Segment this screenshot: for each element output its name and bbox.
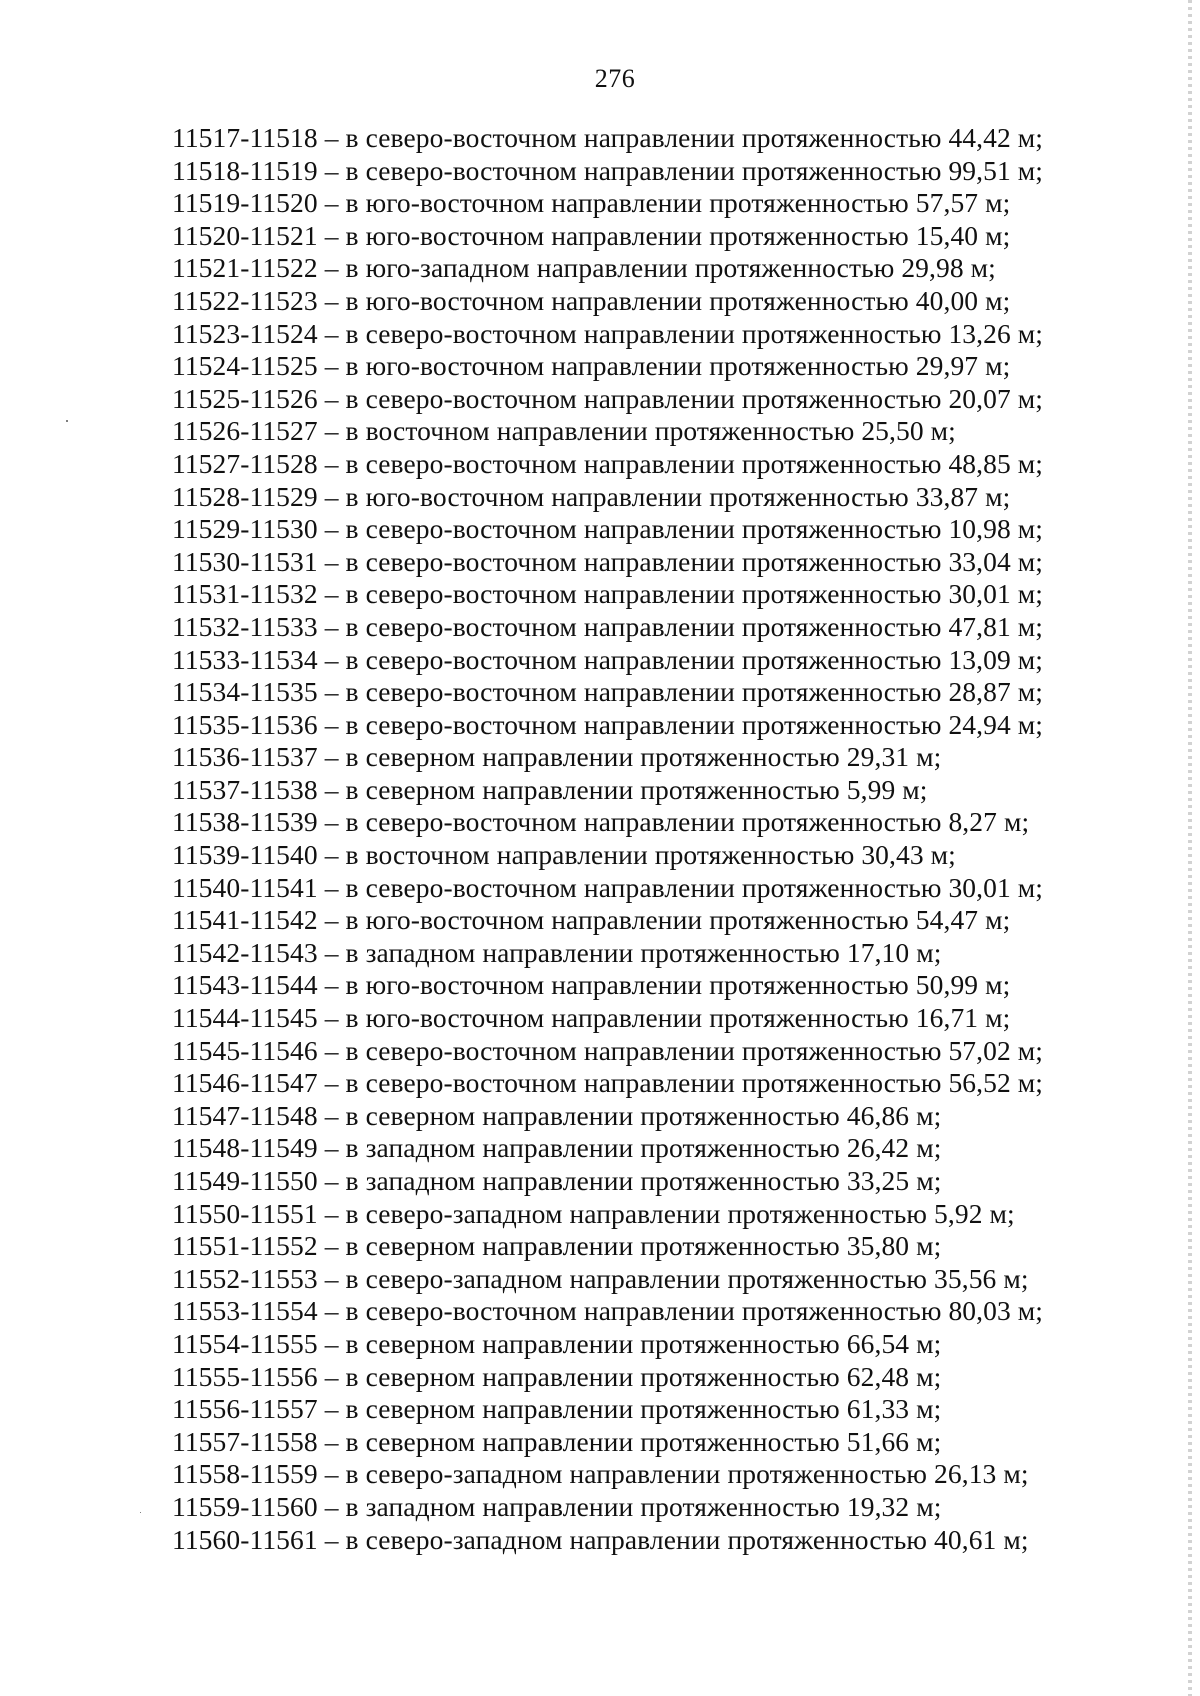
segment-line: 11534-11535 – в северо-восточном направлении протяженностью 28,87 м; [172, 676, 1044, 708]
segment-line: 11518-11519 – в северо-восточном направлении протяженностью 99,51 м; [172, 154, 1044, 186]
segment-line: 11521-11522 – в юго-западном направлении протяженностью 29,98 м; [172, 252, 996, 284]
segment-line: 11529-11530 – в северо-восточном направлении протяженностью 10,98 м; [172, 513, 1044, 545]
segment-line: 11553-11554 – в северо-восточном направлении протяженностью 80,03 м; [172, 1295, 1044, 1327]
segment-line: 11549-11550 – в западном направлении протяженностью 33,25 м; [172, 1165, 942, 1196]
segment-line: 11554-11555 – в северном направлении протяженностью 66,54 м; [172, 1327, 942, 1359]
segment-line: 11542-11543 – в западном направлении протяженностью 17,10 м; [172, 936, 942, 968]
segment-line: 11519-11520 – в юго-восточном направлении протяженностью 57,57 м; [172, 187, 1011, 219]
segment-line: 11528-11529 – в юго-восточном направлении протяженностью 33,87 м; [172, 480, 1011, 512]
segment-line: 11548-11549 – в западном направлении протяженностью 26,42 м; [172, 1132, 942, 1164]
page-number: 276 [594, 64, 636, 93]
boundary-segment-list [172, 122, 1043, 1556]
segment-line: 11533-11534 – в северо-восточном направлении протяженностью 13,09 м; [172, 643, 1044, 675]
segment-line: 11525-11526 – в северо-восточном направлении протяженностью 20,07 м; [172, 382, 1044, 414]
segment-line: 11550-11551 – в северо-западном направлении протяженностью 5,92 м; [172, 1197, 1015, 1229]
segment-line: 11527-11528 – в северо-восточном направлении протяженностью 48,85 м; [172, 447, 1044, 479]
segment-line: 11557-11558 – в северном направлении протяженностью 51,66 м; [172, 1425, 942, 1457]
segment-line: 11555-11556 – в северном направлении протяженностью 62,48 м; [172, 1360, 942, 1392]
segment-line: 11546-11547 – в северо-восточном направлении протяженностью 56,52 м; [172, 1067, 1044, 1099]
segment-line: 11524-11525 – в юго-восточном направлении протяженностью 29,97 м; [172, 350, 1011, 382]
segment-line: 11520-11521 – в юго-восточном направлении протяженностью 15,40 м; [172, 219, 1011, 251]
segment-line: 11545-11546 – в северо-восточном направлении протяженностью 57,02 м; [172, 1034, 1044, 1066]
segment-line: 11537-11538 – в северном направлении протяженностью 5,99 м; [172, 773, 928, 805]
segment-line: 11540-11541 – в северо-восточном направлении протяженностью 30,01 м; [172, 871, 1044, 903]
segment-line: 11558-11559 – в северо-западном направлении протяженностью 26,13 м; [172, 1458, 1029, 1490]
scan-speck [140, 1512, 141, 1513]
segment-line: 11526-11527 – в восточном направлении протяженностью 25,50 м; [172, 415, 956, 447]
segment-line: 11530-11531 – в северо-восточном направлении протяженностью 33,04 м; [172, 545, 1044, 577]
segment-line: 11532-11533 – в северо-восточном направлении протяженностью 47,81 м; [172, 610, 1044, 642]
segment-line: 11538-11539 – в северо-восточном направлении протяженностью 8,27 м; [172, 806, 1030, 838]
segment-line: 11559-11560 – в западном направлении протяженностью 19,32 м; [172, 1490, 942, 1522]
scan-speck [66, 420, 68, 422]
segment-line: 11544-11545 – в юго-восточном направлении протяженностью 16,71 м; [172, 1002, 1011, 1034]
segment-line: 11551-11552 – в северном направлении протяженностью 35,80 м; [172, 1230, 942, 1262]
segment-line: 11536-11537 – в северном направлении протяженностью 29,31 м; [172, 741, 942, 773]
segment-line: 11517-11518 – в северо-восточном направлении протяженностью 44,42 м; [172, 122, 1044, 153]
segment-line: 11541-11542 – в юго-восточном направлении протяженностью 54,47 м; [172, 904, 1011, 936]
segment-line: 11539-11540 – в восточном направлении протяженностью 30,43 м; [172, 839, 956, 871]
segment-line: 11556-11557 – в северном направлении протяженностью 61,33 м; [172, 1393, 942, 1425]
scan-edge-artifact [1188, 0, 1192, 1696]
segment-line: 11523-11524 – в северо-восточном направлении протяженностью 13,26 м; [172, 317, 1044, 349]
segment-line: 11522-11523 – в юго-восточном направлении протяженностью 40,00 м; [172, 284, 1011, 316]
segment-line: 11531-11532 – в северо-восточном направлении протяженностью 30,01 м; [172, 578, 1044, 610]
segment-line: 11543-11544 – в юго-восточном направлении протяженностью 50,99 м; [172, 969, 1011, 1001]
segment-line: 11535-11536 – в северо-восточном направлении протяженностью 24,94 м; [172, 708, 1044, 740]
segment-line: 11547-11548 – в северном направлении протяженностью 46,86 м; [172, 1099, 942, 1131]
segment-line: 11560-11561 – в северо-западном направлении протяженностью 40,61 м; [172, 1523, 1029, 1555]
segment-line: 11552-11553 – в северо-западном направлении протяженностью 35,56 м; [172, 1262, 1029, 1294]
